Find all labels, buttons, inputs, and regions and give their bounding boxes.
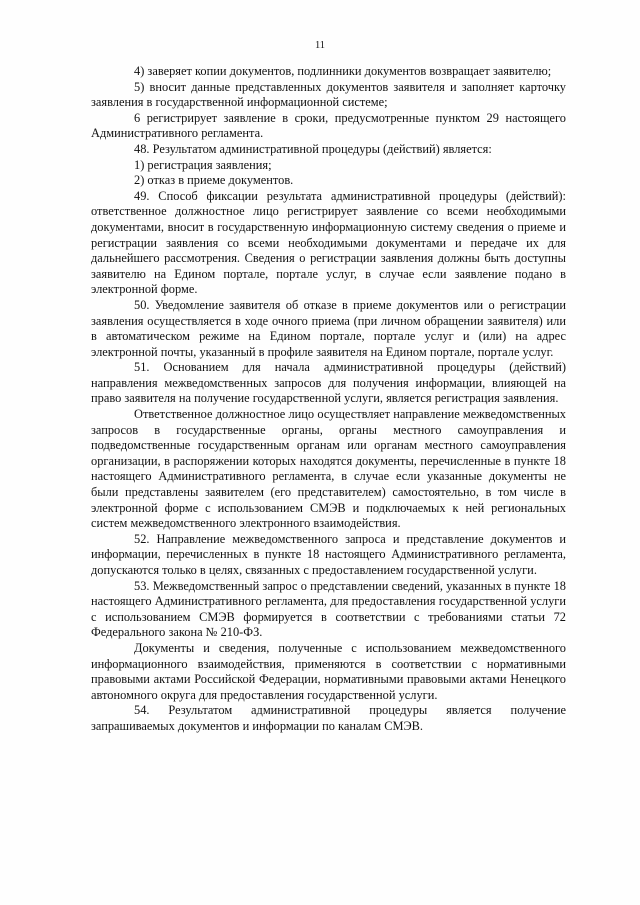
paragraph-item-5: 5) вносит данные представленных документов заявителя и заполняет карточку заявления в государственной информационной системе; [91,79,566,110]
paragraph-48: 48. Результатом административной процедуры (действий) является: [134,141,492,156]
paragraph-52: 52. Направление межведомственного запроса и представление документов и информации, перечисленных в пункте 18 настоящего Административного регламента, допускаются только в целях, связанных с предоставлением государственной услуги. [91,531,566,577]
document-body [91,64,566,735]
paragraph-48-item-2: 2) отказ в приеме документов. [134,173,294,188]
page-number: 11 [314,40,326,51]
paragraph-51-continued: Ответственное должностное лицо осуществляет направление межведомственных запросов в государственные органы, органы местного самоуправления и подведомственные государственным органам или органам местного самоуправления организации, в распоряжении которых находятся документы, перечисленные в пункте 18 настоящего Административного регламента, в случае если указанные документы не были представлены заявителем (его представителем) самостоятельно, в том числе в электронной форме с использованием СМЭВ и подключаемых к ней региональных систем межведомственного электронного взаимодействия. [91,407,566,531]
paragraph-item-4: 4) заверяет копии документов, подлинники документов возвращает заявителю; [134,64,552,78]
paragraph-48-item-1: 1) регистрация заявления; [134,157,272,172]
paragraph-51: 51. Основанием для начала административной процедуры (действий) направления межведомственных запросов для получения информации, влияющей на право заявителя на получение государственной услуги, является регистрация заявления. [91,360,566,406]
paragraph-50: 50. Уведомление заявителя об отказе в приеме документов или о регистрации заявления осуществляется в ходе очного приема (при личном обращении заявителя) или в автоматическом режиме на Едином портале, портале услуг и (или) на адрес электронной почты, указанный в профиле заявителя на Едином портале, портале услуг. [91,297,566,359]
paragraph-item-6: 6 регистрирует заявление в сроки, предусмотренные пунктом 29 настоящего Административного регламента. [91,110,566,141]
paragraph-49: 49. Способ фиксации результата административной процедуры (действий): ответственное должностное лицо регистрирует заявление со всеми необходимыми документами, вносит в государственную информационную систему сведения о приеме и регистрации заявления со всеми необходимыми документами и передаче их для дальнейшего рассмотрения. Сведения о регистрации заявления должны быть доступны заявителю на Едином портале, портале услуг, в случае если заявление подано в электронной форме. [91,188,566,297]
paragraph-53: 53. Межведомственный запрос о представлении сведений, указанных в пункте 18 настоящего Административного регламента, для предоставления государственной услуги с использованием СМЭВ формируется в соответствии с требованиями статьи 72 Федерального закона № 210-ФЗ. [91,578,566,640]
paragraph-53-continued: Документы и сведения, полученные с использованием межведомственного информационного взаимодействия, применяются в соответствии с нормативными правовыми актами Российской Федерации, нормативными правовыми актами Ненецкого автономного округа для предоставления государственной услуги. [91,640,566,702]
paragraph-54: 54. Результатом административной процедуры является получение запрашиваемых документов и информации по каналам СМЭВ. [91,703,566,733]
